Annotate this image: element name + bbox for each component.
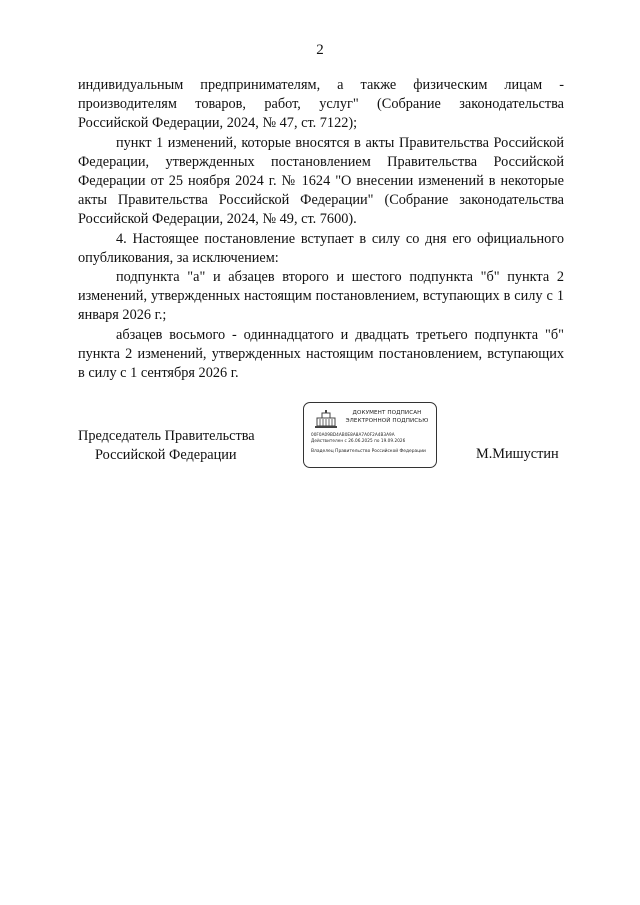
stamp-header-line1: ДОКУМЕНТ ПОДПИСАН: [352, 410, 422, 416]
stamp-header-line2: ЭЛЕКТРОННОЙ ПОДПИСЬЮ: [345, 417, 429, 424]
signatory-title: [78, 427, 255, 465]
paragraph-2: пункт 1 изменений, которые вносятся в акты Правительства Российской Федерации, утвержденных постановлением Правительства Российской Федерации от 25 ноября 2024 г. № 1624 "О внесении изменений в некоторые акты Правительства Российской Федерации" (Собрание законодательства Российской Федерации, 2024, № 49, ст. 7600).: [78, 134, 564, 228]
page-number: 2: [316, 42, 324, 58]
stamp-validity: Действителен с 26.06.2025 по 19.09.2026: [311, 438, 406, 443]
signatory-name: М.Мишустин: [476, 446, 559, 462]
paragraph-5: абзацев восьмого - одиннадцатого и двадцать третьего подпункта "б" пункта 2 изменений, утвержденных настоящим постановлением, вступающих в силу с 1 сентября 2026 г.: [78, 326, 564, 382]
stamp-certificate-id: 00F0A09BD4AB0E8A8A7A0F2A4B3A9A: [311, 432, 395, 437]
signatory-title-line2: Российской Федерации: [95, 447, 237, 463]
stamp-certificate-info: [311, 432, 433, 444]
document-body: [78, 76, 564, 383]
paragraph-3: 4. Настоящее постановление вступает в силу со дня его официального опубликования, за исключением:: [78, 230, 564, 266]
government-building-icon: [314, 409, 338, 429]
stamp-owner: Владелец Правительство Российской Федерации: [311, 449, 426, 454]
signatory-title-line1: Председатель Правительства: [78, 428, 255, 444]
electronic-signature-stamp: [303, 402, 437, 468]
paragraph-4: подпункта "а" и абзацев второго и шестого подпункта "б" пункта 2 изменений, утвержденных настоящим постановлением, вступающих в силу с 1 января 2026 г.;: [78, 269, 564, 324]
paragraph-1: индивидуальным предпринимателям, а также физическим лицам - производителям товаров, работ, услуг" (Собрание законодательства Российской Федерации, 2024, № 47, ст. 7122);: [78, 77, 564, 132]
stamp-header: [341, 410, 433, 425]
